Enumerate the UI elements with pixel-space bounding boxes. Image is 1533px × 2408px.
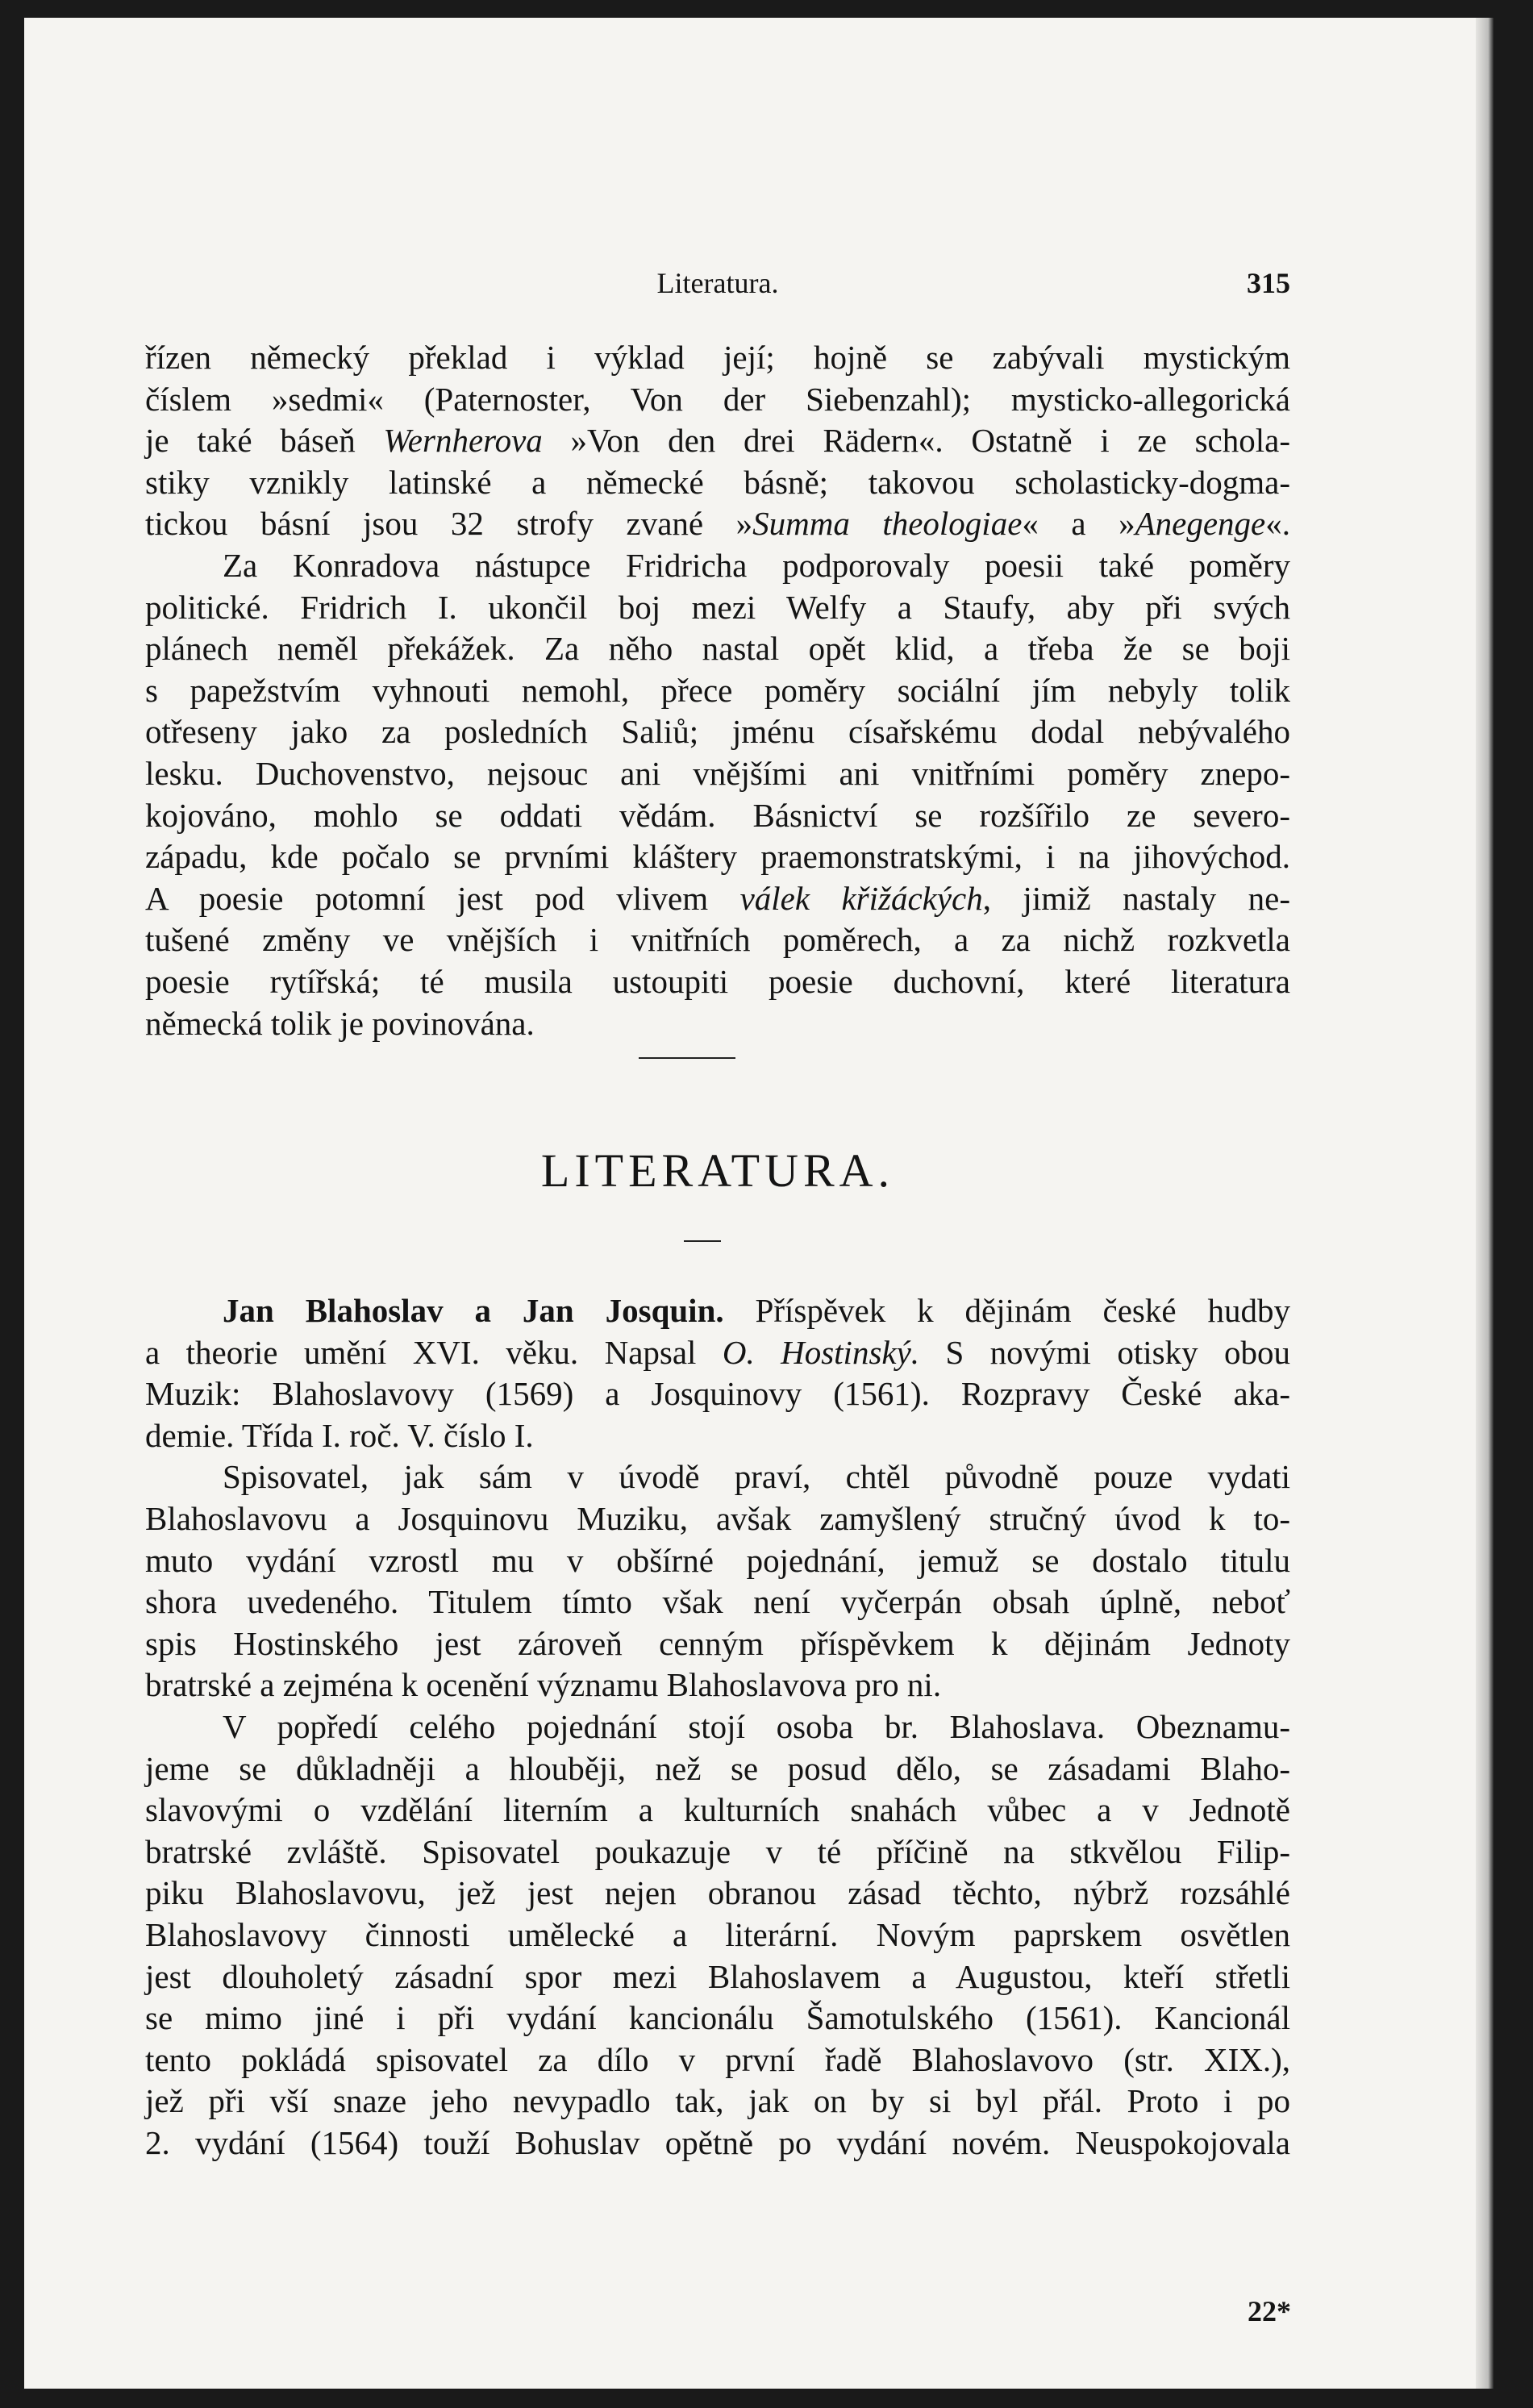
text-line: muto vydání vzrostl mu v obšírné pojednání, jemuž se dostalo titulu bbox=[145, 1541, 1290, 1579]
text-line: bratrské zvláště. Spisovatel poukazuje v té příčině na stkvělou Filip- bbox=[145, 1832, 1290, 1870]
text-line: jest dlouholetý zásadní spor mezi Blahoslavem a Augustou, kteří střetli bbox=[145, 1957, 1290, 1995]
text-line: A poesie potomní jest pod vlivem válek křižáckých, jimiž nastaly ne- bbox=[145, 879, 1291, 917]
text-line: politické. Fridrich I. ukončil boj mezi Welfy a Staufy, aby při svých bbox=[145, 588, 1290, 626]
running-head bbox=[145, 266, 1290, 306]
section-divider bbox=[639, 1057, 735, 1059]
text-line: západu, kde počalo se prvními kláštery praemonstratskými, i na jihovýchod. bbox=[145, 838, 1290, 876]
text-line: Muzik: Blahoslavovy (1569) a Josquinovy (1561). Rozpravy České aka- bbox=[145, 1375, 1290, 1413]
text-line: jež při vší snaze jeho nevypadlo tak, jak on by si byl přál. Proto i po bbox=[145, 2082, 1290, 2120]
text-line: lesku. Duchovenstvo, nejsouc ani vnějšími ani vnitřními poměry znepo- bbox=[145, 754, 1290, 792]
page-number: 315 bbox=[1247, 267, 1290, 299]
paragraph-2 bbox=[145, 545, 1290, 1044]
review-paragraph-1 bbox=[145, 1456, 1290, 1706]
review-paragraph-2 bbox=[145, 1706, 1290, 2164]
review-title: Jan Blahoslav a Jan Josquin. bbox=[223, 1292, 724, 1329]
title-underline bbox=[684, 1240, 721, 1242]
text-line: tušené změny ve vnějších i vnitřních poměrech, a za nichž rozkvetla bbox=[145, 921, 1290, 959]
text-line: shora uvedeného. Titulem tímto však není vyčerpán obsah úplně, neboť bbox=[145, 1583, 1290, 1621]
section-title: LITERATURA. bbox=[540, 1144, 895, 1197]
text-line: Blahoslavovu a Josquinovu Muziku, avšak zamyšlený stručný úvod k to- bbox=[145, 1499, 1290, 1537]
text-line: V popředí celého pojednání stojí osoba br. Blahoslava. Obeznamu- bbox=[223, 1707, 1290, 1745]
text-line: tento pokládá spisovatel za dílo v první řadě Blahoslavovo (str. XIX.), bbox=[145, 2040, 1290, 2078]
text-line: a theorie umění XVI. věku. Napsal O. Hostinský. S novými otisky obou bbox=[145, 1333, 1290, 1371]
paragraph-1 bbox=[145, 337, 1290, 545]
text-line: bratrské a zejména k ocenění významu Blahoslavova pro ni. bbox=[145, 1666, 942, 1704]
text-line: kojováno, mohlo se oddati vědám. Básnictví se rozšířilo ze severo- bbox=[145, 796, 1290, 834]
text-line: poesie rytířská; té musila ustoupiti poesie duchovní, které literatura bbox=[145, 962, 1290, 1000]
text-line: se mimo jiné i při vydání kancionálu Šamotulského (1561). Kancionál bbox=[145, 1999, 1290, 2037]
work-title: Anegenge bbox=[1135, 505, 1266, 543]
text-line: Blahoslavovy činnosti umělecké a literární. Novým paprskem osvětlen bbox=[145, 1915, 1290, 1953]
page-edge-shadow bbox=[1476, 18, 1493, 2389]
author-name: Wernherova bbox=[383, 422, 543, 460]
text-line: tickou básní jsou 32 strofy zvané »Summa theologiae« a »Anegenge«. bbox=[145, 505, 1290, 543]
text-line: spis Hostinského jest zároveň cenným příspěvkem k dějinám Jednoty bbox=[145, 1624, 1290, 1662]
text-line: s papežstvím vyhnouti nemohl, přece poměry sociální jím nebyly tolik bbox=[145, 671, 1290, 709]
text-line: číslem »sedmi« (Paternoster, Von der Siebenzahl); mysticko-allegorická bbox=[145, 380, 1290, 418]
text-line: Za Konradova nástupce Fridricha podporovaly poesii také poměry bbox=[223, 546, 1290, 584]
review-section bbox=[145, 1290, 1290, 2164]
text-line: otřeseny jako za posledních Saliů; jménu císařskému dodal nebývalého bbox=[145, 713, 1290, 751]
text-line: slavovými o vzdělání literním a kulturních snahách vůbec a v Jednotě bbox=[145, 1791, 1290, 1829]
text-line: německá tolik je povinována. bbox=[145, 1004, 535, 1042]
text-line: Jan Blahoslav a Jan Josquin. Příspěvek k dějinám české hudby bbox=[223, 1292, 1290, 1329]
signature-mark: 22* bbox=[1248, 2295, 1291, 2327]
running-title: Literatura. bbox=[656, 267, 779, 299]
text-line: stiky vznikly latinské a německé básně; takovou scholasticky-dogma- bbox=[145, 463, 1290, 501]
review-author: O. Hostinský. bbox=[722, 1333, 920, 1371]
text-line: Spisovatel, jak sám v úvodě praví, chtěl původně pouze vydati bbox=[223, 1458, 1290, 1496]
work-title: Summa theologiae bbox=[752, 505, 1023, 543]
text-line: piku Blahoslavovu, jež jest nejen obranou zásad těchto, nýbrž rozsáhlé bbox=[145, 1874, 1290, 1912]
text-line: je také báseň Wernherova »Von den drei Rädern«. Ostatně i ze schola- bbox=[145, 422, 1290, 460]
text-line: 2. vydání (1564) touží Bohuslav opětně po vydání novém. Neuspokojovala bbox=[145, 2123, 1290, 2161]
emphasis: válek křižáckých bbox=[739, 879, 983, 917]
text-line: řízen německý překlad i výklad její; hojně se zabývali mystickým bbox=[145, 339, 1290, 376]
article-continuation bbox=[145, 337, 1290, 1044]
text-line: jeme se důkladněji a hlouběji, než se posud dělo, se zásadami Blaho- bbox=[145, 1749, 1290, 1787]
review-heading bbox=[145, 1290, 1290, 1456]
text-line: demie. Třída I. roč. V. číslo I. bbox=[145, 1416, 534, 1454]
text-line: plánech neměl překážek. Za něho nastal opět klid, a třeba že se boji bbox=[145, 630, 1290, 668]
